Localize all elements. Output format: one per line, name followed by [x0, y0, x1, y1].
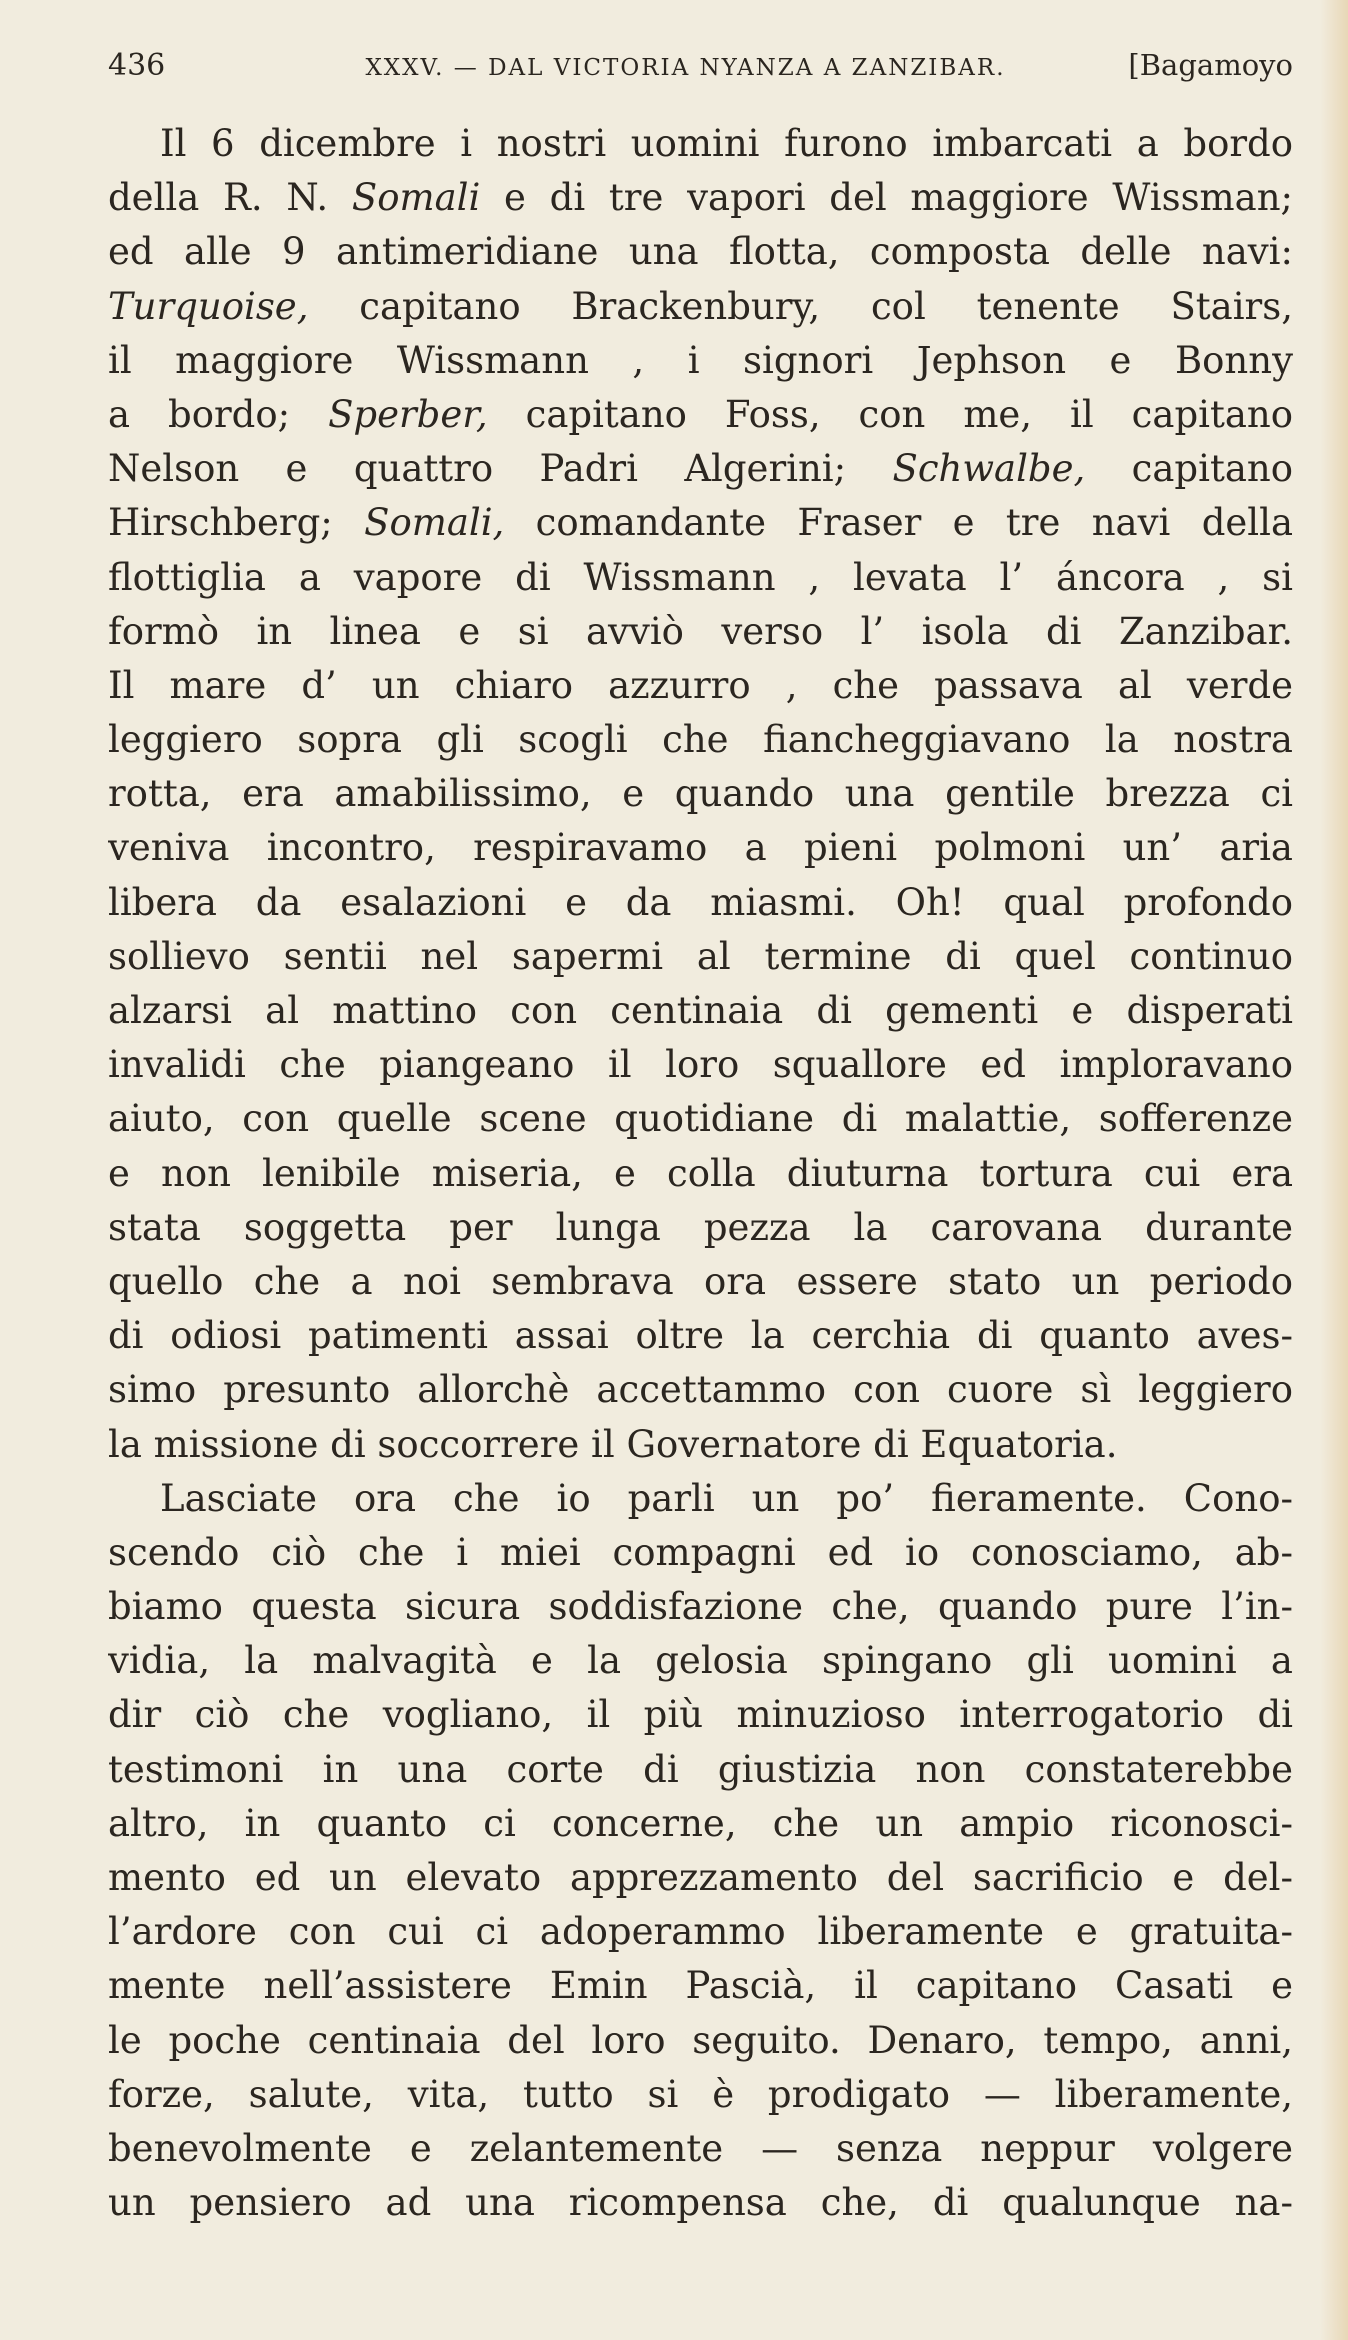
ship-name: Turquoise,	[108, 284, 309, 328]
text-line: leggiero sopra gli scogli che fiancheggiavano la nostra	[108, 718, 1293, 762]
text-line: scendo ciò che i miei compagni ed io conosciamo, ab-	[108, 1530, 1293, 1574]
running-head	[108, 48, 1293, 108]
text-line: veniva incontro, respiravamo a pieni polmoni un’ aria	[108, 826, 1293, 870]
text-line: testimoni in una corte di giustizia non constaterebbe	[108, 1747, 1293, 1791]
text-line: a bordo; Sperber, capitano Foss, con me, il capitano	[108, 392, 1293, 436]
text-line: biamo questa sicura soddisfazione che, quando pure l’in-	[108, 1585, 1293, 1629]
ship-name: Schwalbe,	[892, 447, 1086, 491]
text-line: Nelson e quattro Padri Algerini; Schwalbe, capitano	[108, 447, 1293, 491]
ship-name: Sperber,	[328, 392, 488, 436]
text-line: Turquoise, capitano Brackenbury, col tenente Stairs,	[108, 284, 1293, 328]
text-line: il maggiore Wissmann , i signori Jephson e Bonny	[108, 338, 1293, 382]
text-line: la missione di soccorrere il Governatore di Equatoria.	[108, 1422, 1118, 1466]
ship-name: Somali	[351, 176, 481, 220]
text-line: formò in linea e si avviò verso l’ isola di Zanzibar.	[108, 609, 1293, 653]
text-line: alzarsi al mattino con centinaia di gementi e disperati	[108, 989, 1293, 1032]
ship-name: Somali,	[364, 501, 505, 545]
text-line: Lasciate ora che io parli un po’ fieramente. Cono-	[160, 1476, 1293, 1520]
text-line: stata soggetta per lunga pezza la carovana durante	[108, 1205, 1293, 1249]
text-line: vidia, la malvagità e la gelosia spingano gli uomini a	[108, 1639, 1293, 1683]
text-line: flottiglia a vapore di Wissmann , levata l’ áncora , si	[108, 555, 1293, 599]
place-heading: [Bagamoyo	[1128, 48, 1293, 82]
text-line: libera da esalazioni e da miasmi. Oh! qual profondo	[108, 880, 1293, 924]
chapter-title: XXXV. — DAL VICTORIA NYANZA A ZANZIBAR.	[365, 55, 1006, 81]
text-line: l’ardore con cui ci adoperammo liberamente e gratuita-	[108, 1910, 1293, 1954]
page-number: 436	[108, 48, 166, 83]
text-line: Il mare d’ un chiaro azzurro , che passava al verde	[108, 663, 1293, 707]
text-line: sollievo sentii nel sapermi al termine di quel continuo	[108, 934, 1293, 978]
text-line: Il 6 dicembre i nostri uomini furono imbarcati a bordo	[160, 122, 1293, 165]
text-line: simo presunto allorchè accettammo con cuore sì leggiero	[108, 1368, 1293, 1412]
page-edge-shadow	[1320, 0, 1348, 2340]
text-line: quello che a noi sembrava ora essere stato un periodo	[108, 1259, 1293, 1303]
text-line: le poche centinaia del loro seguito. Denaro, tempo, anni,	[108, 2018, 1293, 2062]
text-line: di odiosi patimenti assai oltre la cerchia di quanto aves-	[108, 1314, 1293, 1358]
text-line: invalidi che piangeano il loro squallore ed imploravano	[108, 1043, 1293, 1087]
text-line: un pensiero ad una ricompensa che, di qualunque na-	[108, 2181, 1293, 2225]
text-line: altro, in quanto ci concerne, che un ampio riconosci-	[108, 1801, 1293, 1845]
text-line: Hirschberg; Somali, comandante Fraser e tre navi della	[108, 501, 1293, 545]
text-line: forze, salute, vita, tutto si è prodigato — liberamente,	[108, 2072, 1293, 2116]
text-line: mente nell’assistere Emin Pascià, il capitano Casati e	[108, 1964, 1293, 2008]
text-line: della R. N. Somali e di tre vapori del maggiore Wissman;	[108, 176, 1293, 220]
text-line: dir ciò che vogliano, il più minuzioso interrogatorio di	[108, 1693, 1293, 1737]
text-line: rotta, era amabilissimo, e quando una gentile brezza ci	[108, 772, 1293, 816]
text-line: e non lenibile miseria, e colla diuturna tortura cui era	[108, 1151, 1293, 1195]
text-line: benevolmente e zelantemente — senza neppur volgere	[108, 2126, 1293, 2170]
text-line: aiuto, con quelle scene quotidiane di malattie, sofferenze	[108, 1097, 1293, 1141]
text-line: mento ed un elevato apprezzamento del sacrificio e del-	[108, 1856, 1293, 1899]
text-line: ed alle 9 antimeridiane una flotta, composta delle navi:	[108, 230, 1293, 274]
body-text	[108, 117, 1293, 2230]
